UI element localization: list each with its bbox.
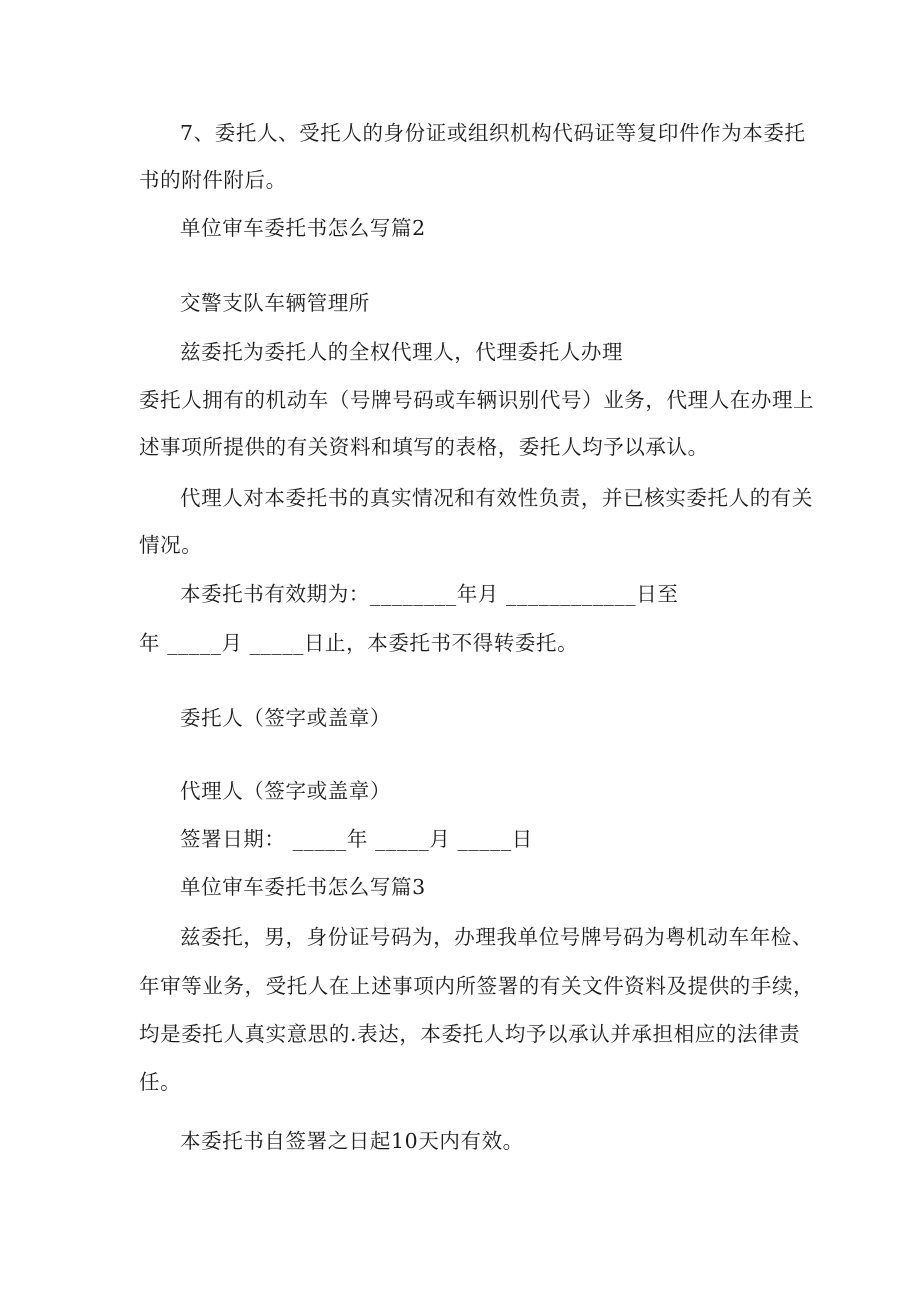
validity-period-line: 本委托书有效期为：________年月 ____________日至 [180,582,679,606]
section-heading-2: 单位审车委托书怎么写篇2 [180,216,426,240]
paragraph-line: 委托人拥有的机动车（号牌号码或车辆识别代号）业务，代理人在办理上 [139,388,815,412]
paragraph-line: 任。 [139,1070,182,1094]
paragraph-line: 代理人对本委托书的真实情况和有效性负责，并已核实委托人的有关 [180,486,813,510]
section-heading-3: 单位审车委托书怎么写篇3 [180,875,426,899]
agent-signature-line: 代理人（签字或盖章） [180,779,391,803]
paragraph-item-7-line1: 7、委托人、受托人的身份证或组织机构代码证等复印件作为本委托 [180,121,806,145]
addressee: 交警支队车辆管理所 [180,291,370,315]
paragraph-line: 均是委托人真实意思的.表达，本委托人均予以承认并承担相应的法律责 [139,1022,801,1046]
paragraph-line: 述事项所提供的有关资料和填写的表格，委托人均予以承认。 [139,435,709,459]
paragraph-line: 情况。 [139,533,203,557]
signing-date-line: 签署日期： _____年 _____月 _____日 [180,827,533,851]
principal-signature-line: 委托人（签字或盖章） [180,706,391,730]
paragraph-line: 年审等业务，受托人在上述事项内所签署的有关文件资料及提供的手续， [139,974,815,998]
paragraph-line: 兹委托，男，身份证号码为，办理我单位号牌号码为粤机动车年检、 [180,925,813,949]
paragraph-line: 兹委托为委托人的全权代理人，代理委托人办理 [180,340,624,364]
validity-statement: 本委托书自签署之日起10天内有效。 [180,1129,524,1153]
validity-period-line-2: 年 _____月 _____日止，本委托书不得转委托。 [139,631,579,655]
paragraph-item-7-line2: 书的附件附后。 [139,168,287,192]
